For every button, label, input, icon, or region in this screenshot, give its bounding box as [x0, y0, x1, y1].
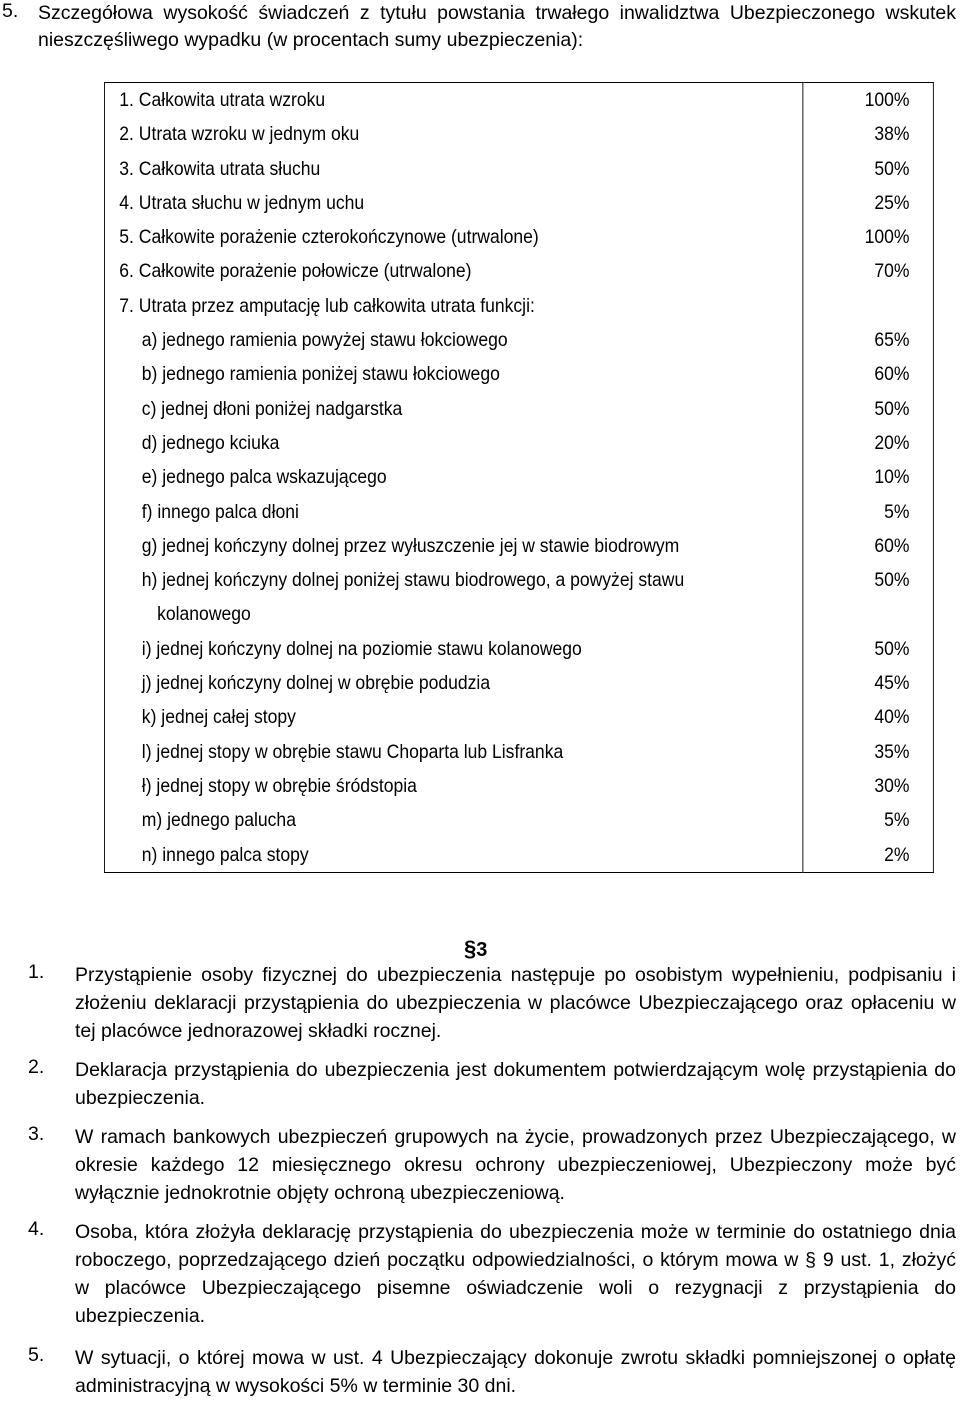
row-label: m) jednego palucha [104, 803, 802, 837]
row-value: 50% [874, 637, 910, 660]
table-row [104, 563, 933, 632]
row-label: b) jednego ramienia poniżej stawu łokciowego [104, 357, 802, 391]
row-value: 5% [884, 500, 910, 523]
row-label: a) jednego ramienia powyżej stawu łokciowego [104, 323, 802, 357]
row-label-line2: kolanowego [157, 603, 251, 626]
table-row [104, 117, 933, 151]
row-label: e) jednego palca wskazującego [104, 460, 802, 494]
row-value: 30% [874, 774, 910, 797]
row-value: 35% [874, 740, 910, 763]
paragraph-number: 1. [28, 961, 45, 983]
row-label: d) jednego kciuka [104, 426, 802, 460]
table-row [104, 700, 933, 734]
row-label: 1. Całkowita utrata wzroku [104, 83, 802, 118]
row-label-line1: h) jednej kończyny dolnej poniżej stawu biodrowego, a powyżej stawu [141, 569, 685, 592]
section-number: 3 [476, 939, 488, 961]
row-value: 60% [874, 363, 910, 386]
benefit-table-body [104, 83, 933, 873]
table-row [104, 357, 933, 391]
row-value: 100% [864, 89, 910, 111]
table-row [104, 666, 933, 700]
row-value: 38% [874, 123, 910, 146]
paragraph-number: 4. [28, 1218, 45, 1240]
table-row [104, 769, 933, 803]
intro-number: 5. [2, 0, 19, 22]
row-value: 60% [874, 534, 910, 557]
table-row [104, 186, 933, 220]
row-label: c) jednej dłoni poniżej nadgarstka [104, 392, 802, 426]
row-label: 2. Utrata wzroku w jednym oku [104, 117, 802, 151]
row-label: f) innego palca dłoni [104, 495, 802, 529]
row-label: 7. Utrata przez amputację lub całkowita utrata funkcji: [104, 289, 802, 323]
paragraph-number: 3. [28, 1123, 45, 1145]
table-row [104, 254, 933, 288]
table-row [104, 803, 933, 837]
paragraph-text: Przystąpienie osoby fizycznej do ubezpieczenia następuje po osobistym wypełnieniu, podpisaniu i złożeniu deklaracji przystąpienia do ubezpieczenia w placówce Ubezpieczającego oraz opłaceniu w tej placówce jednorazowej składki rocznej. [75, 964, 956, 1042]
paragraph-number: 2. [28, 1056, 45, 1078]
paragraph-text: Deklaracja przystąpienia do ubezpieczenia jest dokumentem potwierdzającym wolę przystąpienia do ubezpieczenia. [75, 1059, 956, 1109]
table-row [104, 323, 933, 357]
section-symbol: § [464, 936, 477, 961]
intro-text: Szczegółowa wysokość świadczeń z tytułu powstania trwałego inwalidztwa Ubezpieczonego wskutek nieszczęśliwego wypadku (w procentach sumy ubezpieczenia): [38, 2, 956, 51]
section-heading [464, 936, 487, 962]
row-value: 100% [864, 226, 910, 249]
table-row [104, 838, 933, 873]
row-label: l) jednej stopy w obrębie stawu Choparta lub Lisfranka [104, 735, 802, 769]
paragraph-text: W ramach bankowych ubezpieczeń grupowych na życie, prowadzonych przez Ubezpieczającego, w okresie każdego 12 miesięcznego okresu ochrony ubezpieczeniowej, Ubezpieczony może być wyłącznie jednokrotnie objęty ochroną ubezpieczeniową. [75, 1126, 956, 1204]
row-value: 50% [874, 569, 910, 592]
row-value [803, 289, 934, 323]
table-row [104, 289, 933, 323]
table-row [104, 460, 933, 494]
row-value: 50% [874, 157, 910, 180]
row-value: 50% [874, 397, 910, 420]
table-row [104, 220, 933, 254]
row-label: ł) jednej stopy w obrębie śródstopia [104, 769, 802, 803]
row-label: 3. Całkowita utrata słuchu [104, 152, 802, 186]
paragraph-text: W sytuacji, o której mowa w ust. 4 Ubezpieczający dokonuje zwrotu składki pomniejszonej o opłatę administracyjną w wysokości 5% w terminie 30 dni. [75, 1347, 956, 1397]
row-value: 45% [874, 672, 910, 695]
row-label: j) jednej kończyny dolnej w obrębie podudzia [104, 666, 802, 700]
row-value: 65% [874, 329, 910, 352]
table-row [104, 735, 933, 769]
paragraph-number: 5. [28, 1344, 45, 1366]
benefit-table [104, 82, 934, 873]
row-label [104, 563, 802, 632]
row-value: 2% [884, 843, 910, 866]
row-label: n) innego palca stopy [104, 838, 802, 873]
row-value: 25% [874, 191, 910, 214]
table-row [104, 152, 933, 186]
row-label: 6. Całkowite porażenie połowicze (utrwalone) [104, 254, 802, 288]
row-label: 5. Całkowite porażenie czterokończynowe (utrwalone) [104, 220, 802, 254]
row-value: 20% [874, 431, 910, 454]
row-value: 5% [884, 809, 910, 832]
table-row [104, 392, 933, 426]
row-label: i) jednej kończyny dolnej na poziomie stawu kolanowego [104, 632, 802, 666]
table-row [104, 495, 933, 529]
row-label: k) jednej całej stopy [104, 700, 802, 734]
row-value: 70% [874, 260, 910, 283]
row-label: 4. Utrata słuchu w jednym uchu [104, 186, 802, 220]
table-row [104, 426, 933, 460]
table-row [104, 83, 933, 118]
table-row [104, 529, 933, 563]
row-value: 10% [874, 466, 910, 489]
row-label: g) jednej kończyny dolnej przez wyłuszczenie jej w stawie biodrowym [104, 529, 802, 563]
row-value: 40% [874, 706, 910, 729]
paragraph-text: Osoba, która złożyła deklarację przystąpienia do ubezpieczenia może w terminie do ostatniego dnia roboczego, poprzedzającego dzień początku odpowiedzialności, o którym mowa w § 9 ust. 1, złożyć w placówce Ubezpieczającego pisemne oświadczenie woli o rezygnacji z przystąpienia do ubezpieczenia. [75, 1221, 956, 1327]
table-row [104, 632, 933, 666]
